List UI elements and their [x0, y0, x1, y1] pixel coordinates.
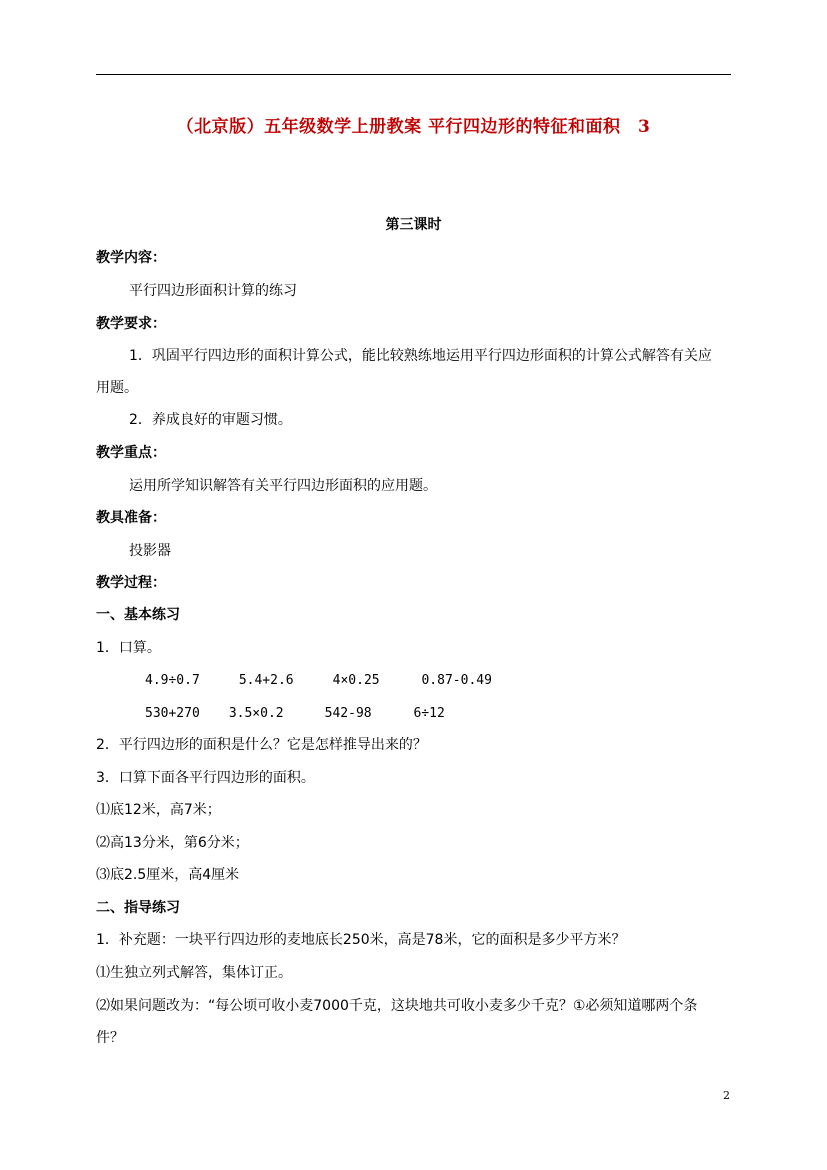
tools-text: 投影器 [129, 543, 171, 559]
calc-item: 4×0.25 [332, 673, 380, 688]
calc-row-2 [145, 705, 445, 723]
requirements-heading: 教学要求： [96, 316, 166, 332]
section-2-q1: 1．补充题：一块平行四边形的麦地底长250米，高是78米，它的面积是多少平方米？ [96, 932, 626, 948]
calc-item: 530+270 [145, 706, 200, 721]
header-rule [96, 74, 731, 75]
content-heading: 教学内容： [96, 250, 166, 266]
lesson-label: 第三课时 [385, 217, 442, 233]
calc-row-1 [145, 672, 492, 690]
requirement-1-cont: 用题。 [96, 380, 138, 396]
calc-item: 4.9÷0.7 [145, 673, 200, 688]
section-1-q3: 3．口算下面各平行四边形的面积。 [96, 770, 315, 786]
calc-item: 6÷12 [413, 706, 445, 721]
page-number: 2 [723, 1089, 730, 1102]
section-2-heading: 二、指导练习 [96, 900, 180, 916]
tools-heading: 教具准备： [96, 510, 166, 526]
calc-item: 3.5×0.2 [228, 706, 284, 721]
content-text: 平行四边形面积计算的练习 [129, 283, 297, 299]
calc-item: 0.87-0.49 [421, 673, 492, 688]
section-1-q3-item-2: ⑵高13分米，第6分米； [96, 835, 249, 851]
requirement-1: 1．巩固平行四边形的面积计算公式，能比较熟练地运用平行四边形面积的计算公式解答有关应 [129, 348, 712, 364]
section-2-q1-item-2: ⑵如果问题改为：“每公顷可收小麦7000千克，这块地共可收小麦多少千克？①必须知道哪两个条 [96, 998, 698, 1014]
process-heading: 教学过程： [96, 575, 166, 591]
requirement-2: 2．养成良好的审题习惯。 [129, 412, 292, 428]
section-1-q3-item-3: ⑶底2.5厘米，高4厘米 [96, 867, 240, 883]
section-2-q1-item-1: ⑴生独立列式解答，集体订正。 [96, 965, 292, 981]
section-1-q2: 2．平行四边形的面积是什么？它是怎样推导出来的？ [96, 737, 427, 753]
section-2-q1-item-2-cont: 件？ [96, 1030, 124, 1046]
calc-item: 5.4+2.6 [238, 673, 294, 688]
section-1-q3-item-1: ⑴底12米，高7米； [96, 802, 221, 818]
section-1-heading: 一、基本练习 [96, 607, 180, 623]
key-points-heading: 教学重点： [96, 445, 166, 461]
document-title: （北京版）五年级数学上册教案 平行四边形的特征和面积 3 [176, 117, 651, 137]
key-points-text: 运用所学知识解答有关平行四边形面积的应用题。 [129, 478, 437, 494]
calc-item: 542-98 [324, 706, 372, 721]
section-1-q1: 1．口算。 [96, 640, 161, 656]
